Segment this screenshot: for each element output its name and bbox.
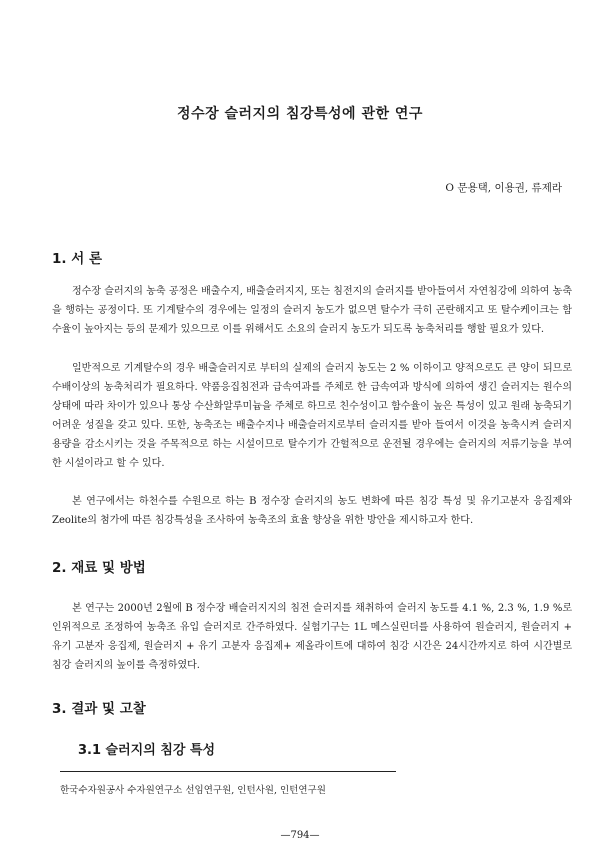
footnote-divider xyxy=(60,771,396,772)
methods-paragraph-1: 본 연구는 2000년 2월에 B 정수장 배슬러지지의 침전 슬러지를 채취하여 슬러지 농도를 4.1 %, 2.3 %, 1.9 %로 인위적으로 조정하여 농축조 유입 슬러지로 간주하였다. 실험기구는 1L 메스실린더를 사용하여 원슬러지, 원슬러지 + 유기 고분자 응집제, 원슬러지 + 유기 고분자 응집제+ 제올라이트에 대하여 침강 시간은 24시간까지로 하여 시간별로 침강 슬러지의 높이를 측정하였다. xyxy=(52,603,572,671)
intro-paragraph-1: 정수장 슬러지의 농축 공정은 배출수지, 배출슬러지지, 또는 침전지의 슬러지를 받아들여서 자연침강에 의하여 농축을 행하는 공정이다. 또 기계탈수의 경우에는 일정의 슬러지 농도가 없으면 탈수가 극히 곤란해지고 또 탈수케이크는 함수율이 높아지는 등의 문제가 있으므로 이를 위해서도 소요의 슬러지 농도가 되도록 농축처리를 행할 필요가 있다. xyxy=(52,286,572,335)
paper-title: 정수장 슬러지의 침강특성에 관한 연구 xyxy=(177,106,423,122)
author-list: O 문용택, 이용권, 류제라 xyxy=(445,182,562,194)
section-heading-results: 3. 결과 및 고찰 xyxy=(52,701,146,717)
intro-paragraph-3: 본 연구에서는 하천수를 수원으로 하는 B 정수장 슬러지의 농도 변화에 따른 침강 특성 및 유기고분자 응집제와 Zeolite의 첨가에 따른 침강특성을 조사하여 농축조의 효율 향상을 위한 방안을 제시하고자 한다. xyxy=(52,496,572,526)
page-number: —794— xyxy=(280,830,320,841)
footnote-affiliation: 한국수자원공사 수자원연구소 선임연구원, 인턴사원, 인턴연구원 xyxy=(60,785,326,796)
section-heading-methods: 2. 재료 및 방법 xyxy=(52,560,146,576)
intro-paragraph-2: 일반적으로 기계탈수의 경우 배출슬러지로 부터의 실제의 슬러지 농도는 2 % 이하이고 양적으로도 큰 양이 되므로 수배이상의 농축처리가 필요하다. 약품응집침전과 급속여과를 주체로 한 급속여과 방식에 의하여 생긴 슬러지는 원수의 상태에 따라 차이가 있으나 통상 수산화알루미늄을 주체로 하므로 친수성이고 함수율이 높은 특성이 있고 원래 농축되기 어려운 성질을 갖고 있다. 또한, 농축조는 배출수지나 배출슬러지로부터 슬러지를 받아 들여서 이것을 농축시켜 슬러지 용량을 감소시키는 것을 주목적으로 하는 시설이므로 탈수기가 간헐적으로 운전될 경우에는 슬러지의 저류기능을 부여한 시설이라고 할 수 있다. xyxy=(52,363,572,469)
section-heading-introduction: 1. 서 론 xyxy=(52,251,103,267)
subsection-heading-settling: 3.1 슬러지의 침강 특성 xyxy=(78,743,216,758)
